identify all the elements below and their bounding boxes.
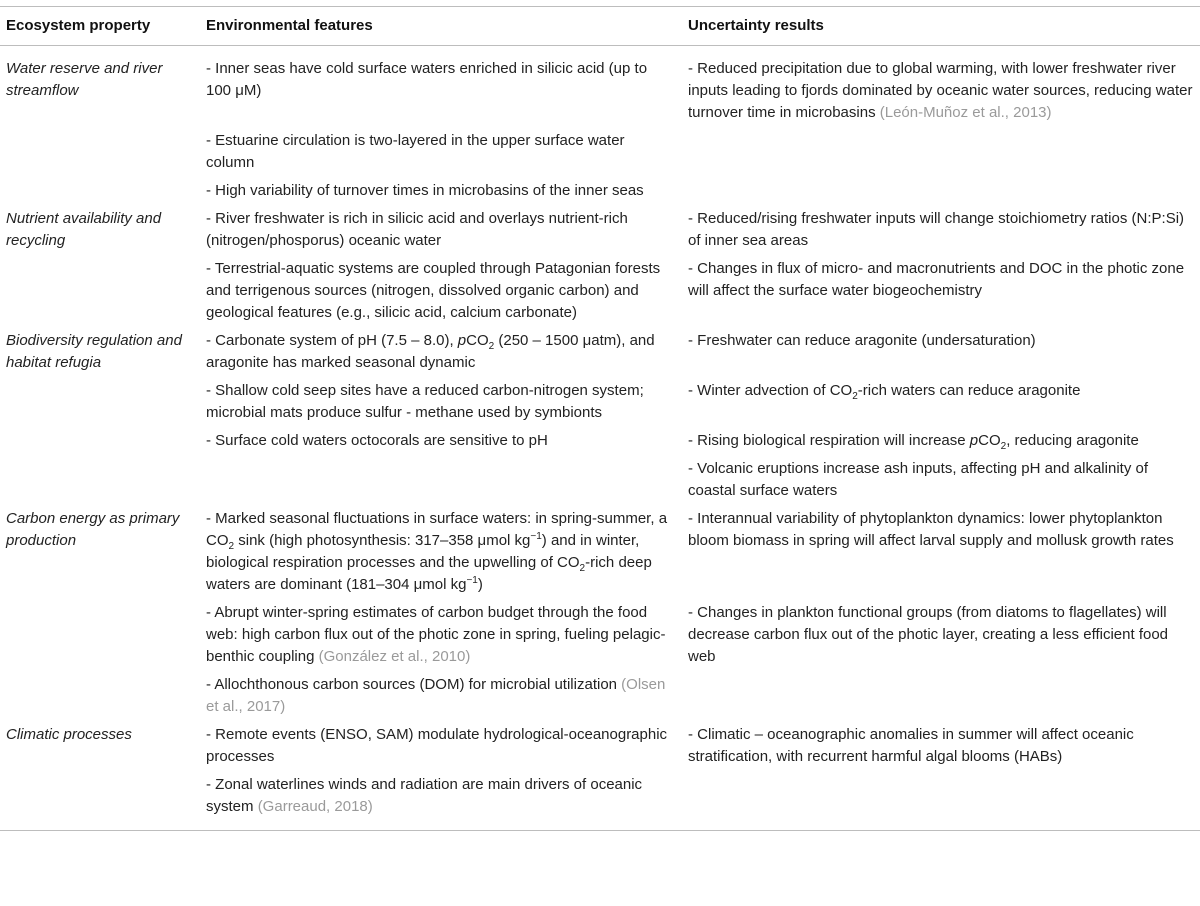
table-row bbox=[0, 46, 1200, 131]
property-cell: Water reserve and river streamflow bbox=[6, 60, 163, 99]
uncertainty-cell: - Interannual variability of phytoplankton dynamics: lower phytoplankton bloom biomass in spring will affect larval supply and mollusk growth rates bbox=[688, 510, 1174, 549]
text-run: , reducing aragonite bbox=[1006, 432, 1139, 449]
property-cell: Climatic processes bbox=[6, 726, 132, 743]
table-row bbox=[0, 774, 1200, 831]
citation-link[interactable]: (León-Muñoz et al., 2013) bbox=[879, 104, 1052, 121]
uncertainty-cell bbox=[682, 774, 1200, 831]
italic-run: p bbox=[457, 332, 467, 349]
feature-text: - Zonal waterlines winds and radiation are main drivers of oceanic system bbox=[206, 776, 643, 815]
citation-link[interactable]: (González et al., 2010) bbox=[318, 648, 471, 665]
property-cell bbox=[0, 602, 200, 674]
table-body bbox=[0, 46, 1200, 831]
property-cell bbox=[0, 774, 200, 831]
feature-cell: - Estuarine circulation is two-layered in the upper surface water column bbox=[206, 132, 625, 171]
citation-link[interactable]: (Olsen et al., 2017) bbox=[206, 676, 666, 715]
property-cell bbox=[0, 258, 200, 330]
feature-cell bbox=[200, 458, 682, 508]
text-run: ) and in winter, biological respiration processes and the upwelling of CO bbox=[206, 532, 640, 571]
property-cell bbox=[0, 130, 200, 180]
uncertainty-cell: - Changes in plankton functional groups (from diatoms to flagellates) will decrease carbon flux out of the photic layer, creating a less efficient food web bbox=[688, 604, 1169, 665]
feature-cell: - Shallow cold seep sites have a reduced carbon-nitrogen system; microbial mats produce sulfur - methane used by symbionts bbox=[206, 382, 644, 421]
text-run: -rich deep waters are dominant (181–304 μmol kg bbox=[206, 554, 652, 593]
property-cell: Nutrient availability and recycling bbox=[6, 210, 162, 249]
property-cell bbox=[0, 458, 200, 508]
property-cell bbox=[0, 430, 200, 458]
uncertainty-cell bbox=[682, 46, 1200, 131]
header-uncertainty-results: Uncertainty results bbox=[682, 7, 1200, 46]
uncertainty-cell bbox=[682, 430, 1200, 458]
table-row bbox=[0, 430, 1200, 458]
feature-text: - Allochthonous carbon sources (DOM) for microbial utilization bbox=[206, 676, 622, 693]
feature-cell bbox=[200, 508, 682, 602]
feature-cell bbox=[200, 774, 682, 831]
uncertainty-cell: - Changes in flux of micro- and macronutrients and DOC in the photic zone will affect the surface water biogeochemistry bbox=[688, 260, 1185, 299]
subscript: 2 bbox=[1000, 441, 1007, 452]
subscript: 2 bbox=[228, 541, 235, 552]
header-row bbox=[0, 7, 1200, 46]
property-cell bbox=[0, 674, 200, 724]
uncertainty-cell: - Volcanic eruptions increase ash inputs, affecting pH and alkalinity of coastal surface waters bbox=[688, 460, 1148, 499]
uncertainty-cell bbox=[682, 380, 1200, 430]
table-row bbox=[0, 380, 1200, 430]
subscript: 2 bbox=[488, 341, 495, 352]
uncertainty-cell: - Climatic – oceanographic anomalies in summer will affect oceanic stratification, with recurrent harmful algal blooms (HABs) bbox=[688, 726, 1134, 765]
property-cell bbox=[0, 380, 200, 430]
property-cell: Biodiversity regulation and habitat refugia bbox=[6, 332, 182, 371]
uncertainty-cell: - Reduced/rising freshwater inputs will change stoichiometry ratios (N:P:Si) of inner sea areas bbox=[688, 210, 1185, 249]
text-run: - Rising biological respiration will increase bbox=[688, 432, 970, 449]
text-run: CO bbox=[978, 432, 1001, 449]
table-row bbox=[0, 602, 1200, 674]
text-run: - Carbonate system of pH (7.5 – 8.0), bbox=[206, 332, 458, 349]
feature-cell: - Terrestrial-aquatic systems are coupled through Patagonian forests and terrigenous sources (nitrogen, dissolved organic carbon) and geological features (e.g., silicic acid, calcium carbonate) bbox=[206, 260, 661, 321]
table-header bbox=[0, 7, 1200, 46]
feature-text: - Abrupt winter-spring estimates of carbon budget through the food web: high carbon flux out of the photic zone in spring, fueling pelagic-benthic coupling bbox=[206, 604, 666, 665]
table-row bbox=[0, 724, 1200, 774]
header-environmental-features: Environmental features bbox=[200, 7, 682, 46]
text-run: CO bbox=[466, 332, 489, 349]
text-run: ) bbox=[477, 576, 483, 593]
text-run: (250 – 1500 μatm), and aragonite has marked seasonal dynamic bbox=[206, 332, 655, 371]
citation-link[interactable]: (Garreaud, 2018) bbox=[257, 798, 373, 815]
table-row bbox=[0, 330, 1200, 380]
ecosystem-table bbox=[0, 6, 1200, 831]
uncertainty-cell bbox=[682, 674, 1200, 724]
text-run: - Winter advection of CO bbox=[688, 382, 853, 399]
italic-run: p bbox=[969, 432, 979, 449]
table-row bbox=[0, 508, 1200, 602]
feature-cell bbox=[200, 330, 682, 380]
feature-cell: - River freshwater is rich in silicic acid and overlays nutrient-rich (nitrogen/phosporus) oceanic water bbox=[206, 210, 628, 249]
uncertainty-cell: - Freshwater can reduce aragonite (undersaturation) bbox=[688, 332, 1036, 349]
subscript: 2 bbox=[852, 391, 858, 402]
text-run: -rich waters can reduce aragonite bbox=[857, 382, 1081, 399]
header-ecosystem-property: Ecosystem property bbox=[0, 7, 200, 46]
subscript: 2 bbox=[579, 563, 586, 574]
feature-cell: - Remote events (ENSO, SAM) modulate hydrological-oceanographic processes bbox=[206, 726, 668, 765]
table-row bbox=[0, 180, 1200, 208]
table-row bbox=[0, 258, 1200, 330]
uncertainty-cell bbox=[682, 130, 1200, 180]
feature-cell: - Inner seas have cold surface waters enriched in silicic acid (up to 100 μM) bbox=[206, 60, 648, 99]
text-run: - Marked seasonal fluctuations in surface waters: in spring-summer, a CO bbox=[206, 510, 668, 549]
superscript: −1 bbox=[466, 575, 478, 586]
feature-cell: - High variability of turnover times in microbasins of the inner seas bbox=[206, 182, 644, 199]
superscript: −1 bbox=[530, 531, 542, 542]
table-row bbox=[0, 674, 1200, 724]
table-row bbox=[0, 130, 1200, 180]
table-row bbox=[0, 208, 1200, 258]
property-cell: Carbon energy as primary production bbox=[6, 510, 180, 549]
uncertainty-cell bbox=[682, 180, 1200, 208]
feature-cell bbox=[200, 602, 682, 674]
table-row bbox=[0, 458, 1200, 508]
feature-cell: - Surface cold waters octocorals are sensitive to pH bbox=[206, 432, 548, 449]
text-run: sink (high photosynthesis: 317–358 μmol kg bbox=[234, 532, 531, 549]
uncertainty-text: - Reduced precipitation due to global warming, with lower freshwater river inputs leading to fjords dominated by oceanic water sources, reducing water turnover time in microbasins bbox=[688, 60, 1193, 121]
feature-cell bbox=[200, 674, 682, 724]
property-cell bbox=[0, 180, 200, 208]
